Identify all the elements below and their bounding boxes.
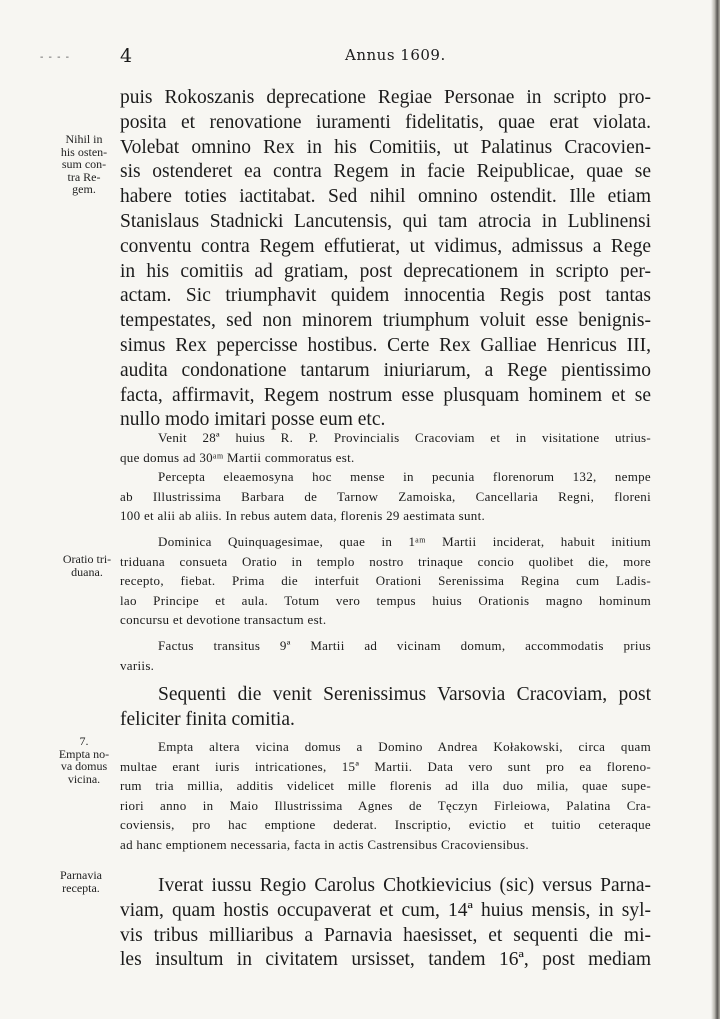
text-line: Percepta eleaemosyna hoc mense in pecunia florenorum 132, nempe <box>158 469 651 484</box>
text-line: viam, quam hostis occupaverat et cum, 14ª huius mensis, in syl- <box>120 899 651 921</box>
text-line: Venit 28ª huius R. P. Provincialis Cracoviam et in visitatione utrius- <box>158 430 651 445</box>
margin-note-line: Empta no- <box>58 746 110 761</box>
paragraph-1 <box>120 86 651 433</box>
margin-note-oratio <box>52 553 122 578</box>
text-line: actam. Sic triumphavit quidem innocentia Regis post tantas <box>120 285 651 307</box>
text-line: feliciter finita comitia. <box>120 708 295 730</box>
paragraph-4 <box>120 532 651 630</box>
text-line: que domus ad 30ᵃᵐ Martii commoratus est. <box>120 449 355 465</box>
text-line: concursu et devotione transactum est. <box>120 612 327 628</box>
paragraph-3 <box>120 467 651 526</box>
text-line: audita condonatione tantarum iniuriarum, a Rege pientissimo <box>120 359 651 381</box>
margin-note-line: his osten- <box>60 144 108 159</box>
text-line: riori anno in Maio Illustrissima Agnes de Tęczyn Firleiowa, Palatina Cra- <box>120 797 651 813</box>
text-line: triduana consueta Oratio in templo nostro trinaque concio quolibet die, more <box>120 553 651 569</box>
margin-note-empta <box>48 735 120 785</box>
text-line: variis. <box>120 657 155 673</box>
margin-note-parnavia <box>50 869 112 894</box>
text-line: Empta altera vicina domus a Domino Andrea Kołakowski, circa quam <box>158 739 651 754</box>
margin-mark: - - - - <box>40 52 71 63</box>
margin-note-line: Nihil in <box>65 132 103 146</box>
margin-note-line: sum con- <box>61 157 107 171</box>
page-number: 4 <box>120 45 133 67</box>
paragraph-8 <box>120 874 651 973</box>
text-line: simus Rex pepercisse hostibus. Certe Rex Galliae Henricus III, <box>120 334 651 356</box>
text-line: lao Principe et aula. Totum vero tempus huius Orationis magno hominum <box>120 592 651 608</box>
margin-note-line: va domus <box>60 759 108 773</box>
text-line: conventu contra Regem effutierat, ut vidimus, admissus a Rege <box>120 235 651 257</box>
text-line: Volebat omnino Rex in his Comitiis, ut Palatinus Cracovien- <box>120 136 651 158</box>
paragraph-5 <box>120 636 651 675</box>
text-line: Sequenti die venit Serenissimus Varsovia Cracoviam, post <box>158 684 651 705</box>
margin-note-line: duana. <box>71 564 103 579</box>
text-line: puis Rokoszanis deprecatione Regiae Personae in scripto pro- <box>120 87 651 108</box>
text-line: rum tria millia, additis videlicet mille florenis ad illa duo milia, quae supe- <box>120 778 651 794</box>
text-line: posita et renovatione iuramenti fidelitatis, quae erat violata. <box>120 111 651 133</box>
margin-note-line: Parnavia <box>60 868 102 882</box>
paragraph-7 <box>120 737 651 855</box>
running-header-title: Annus 1609. <box>345 46 446 64</box>
text-line: Factus transitus 9ª Martii ad vicinam domum, accommodatis prius <box>158 638 651 653</box>
text-line: Iverat iussu Regio Carolus Chotkievicius (sic) versus Parna- <box>158 875 651 896</box>
text-line: nullo modo imitari posse eum etc. <box>120 409 386 431</box>
text-line: Dominica Quinquagesimae, quae in 1ᵃᵐ Martii inciderat, habuit initium <box>158 534 651 549</box>
page-edge-binding <box>711 0 720 1019</box>
paragraph-6 <box>120 683 651 733</box>
text-line: coviensis, pro hac emptione dederat. Inscriptio, evictio et tuitio ceteraque <box>120 817 651 833</box>
margin-note-line: 7. <box>79 734 89 748</box>
text-line: Stanislaus Stadnicki Lancutensis, qui tam atrocia in Lublinensi <box>120 210 651 232</box>
text-line: habere toties iactitabat. Sed nihil omnino ostendit. Ille etiam <box>120 186 651 208</box>
margin-note-line: tra Re- <box>67 169 101 184</box>
text-line: multae erant iuris intricationes, 15ª Martii. Data vero sunt pro ea floreno- <box>120 758 651 774</box>
text-line: facta, affirmavit, Regem nostrum esse plusquam hominem et se <box>120 384 651 406</box>
text-line: tempestates, sed non minorem triumphum voluit esse benignis- <box>120 310 651 332</box>
text-line: recepto, fiebat. Prima die interfuit Orationi Serenissima Regina cum Ladis- <box>120 573 651 589</box>
margin-note-line: recepta. <box>62 880 100 895</box>
text-line: 100 et alii ab aliis. In rebus autem data, florenis 29 aestimata sunt. <box>120 508 486 524</box>
text-line: in his comitiis ad gratiam, post deprecationem in scripto per- <box>120 260 651 282</box>
text-line: vis tribus milliaribus a Parnavia haesisset, et sequenti die mi- <box>120 924 651 946</box>
text-line: ab Illustrissima Barbara de Tarnow Zamoiska, Cancellaria Regni, floreni <box>120 488 651 504</box>
margin-note-line: Oratio tri- <box>62 552 112 566</box>
paragraph-2 <box>120 428 651 467</box>
margin-note-line: gem. <box>72 182 96 196</box>
text-line: les insultum in civitatem ursisset, tandem 16ª, post mediam <box>120 949 651 971</box>
text-line: ad hanc emptionem necessaria, facta in actis Castrensibus Cracoviensibus. <box>120 836 529 852</box>
margin-note-line: vicina. <box>67 771 101 786</box>
margin-note-nihil <box>45 133 123 196</box>
text-line: sis ostenderet ea contra Regem in facie Reipublicae, quae se <box>120 161 651 183</box>
